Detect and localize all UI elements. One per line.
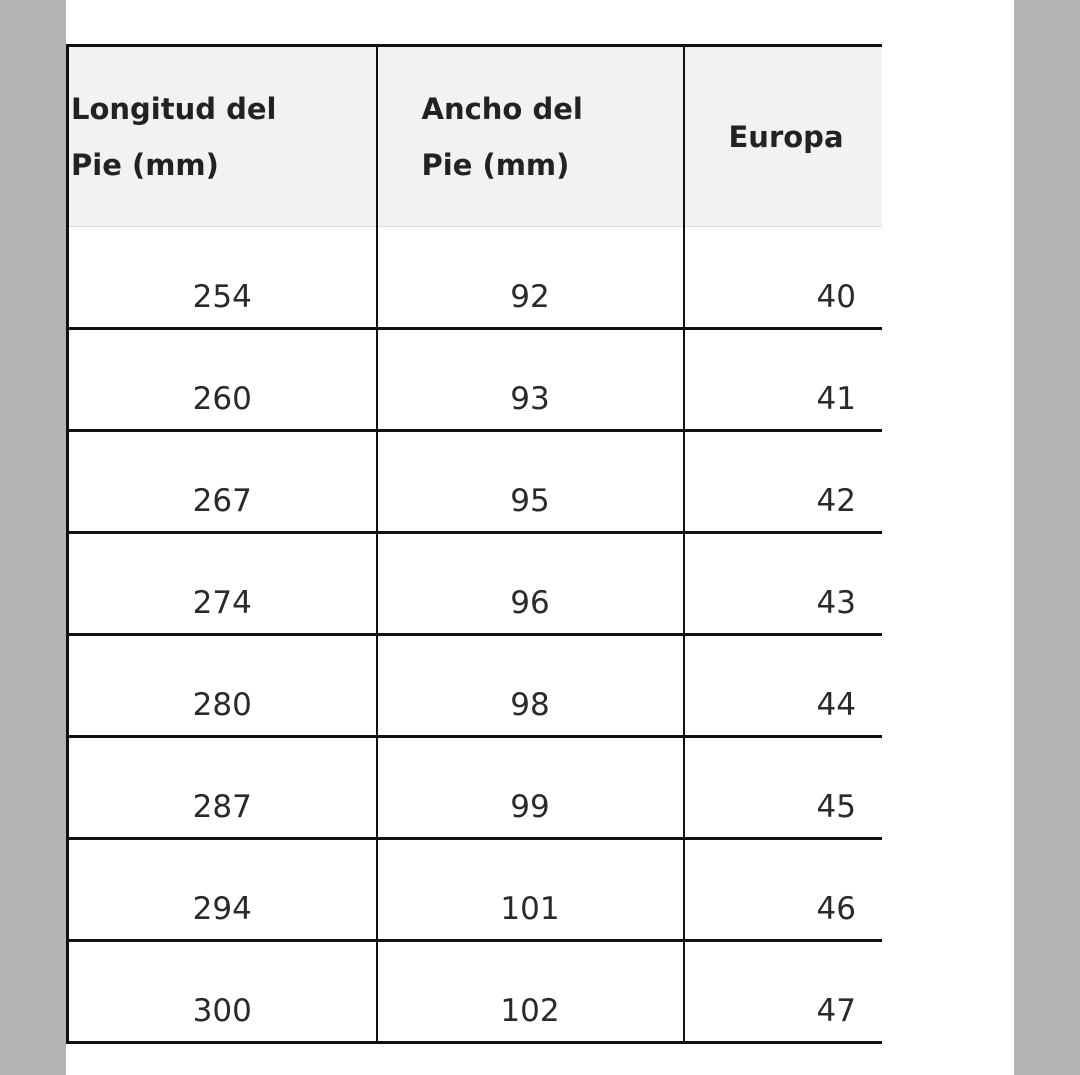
cell-foot-width: 98 [377,635,684,737]
table-row [68,533,883,635]
header-foot-width: Ancho del Pie (mm) [377,46,684,227]
cell-foot-length: 287 [68,737,377,839]
table-row [68,635,883,737]
table-row [68,227,883,329]
cell-europe-size: 40 [684,227,883,329]
cell-foot-length: 254 [68,227,377,329]
cell-europe-size: 46 [684,839,883,941]
header-foot-length: Longitud del Pie (mm) [68,46,377,227]
cell-foot-width: 99 [377,737,684,839]
cell-europe-size: 47 [684,941,883,1043]
cell-europe-size: 41 [684,329,883,431]
cell-foot-length: 280 [68,635,377,737]
cell-foot-length: 300 [68,941,377,1043]
table-row [68,839,883,941]
table-row [68,737,883,839]
cell-foot-length: 294 [68,839,377,941]
table-row [68,329,883,431]
cell-europe-size: 43 [684,533,883,635]
cell-foot-length: 267 [68,431,377,533]
cell-foot-length: 274 [68,533,377,635]
table-row [68,941,883,1043]
cell-foot-length: 260 [68,329,377,431]
cell-europe-size: 45 [684,737,883,839]
table-row [68,431,883,533]
cell-foot-width: 102 [377,941,684,1043]
cell-foot-width: 101 [377,839,684,941]
cell-foot-width: 93 [377,329,684,431]
header-europe-size: Europa [684,46,883,227]
cell-foot-width: 92 [377,227,684,329]
table-header-row [68,46,883,227]
cell-foot-width: 96 [377,533,684,635]
cell-europe-size: 42 [684,431,883,533]
size-table-scroll-area[interactable] [66,44,882,1056]
size-table [66,44,882,1044]
cell-foot-width: 95 [377,431,684,533]
cell-europe-size: 44 [684,635,883,737]
